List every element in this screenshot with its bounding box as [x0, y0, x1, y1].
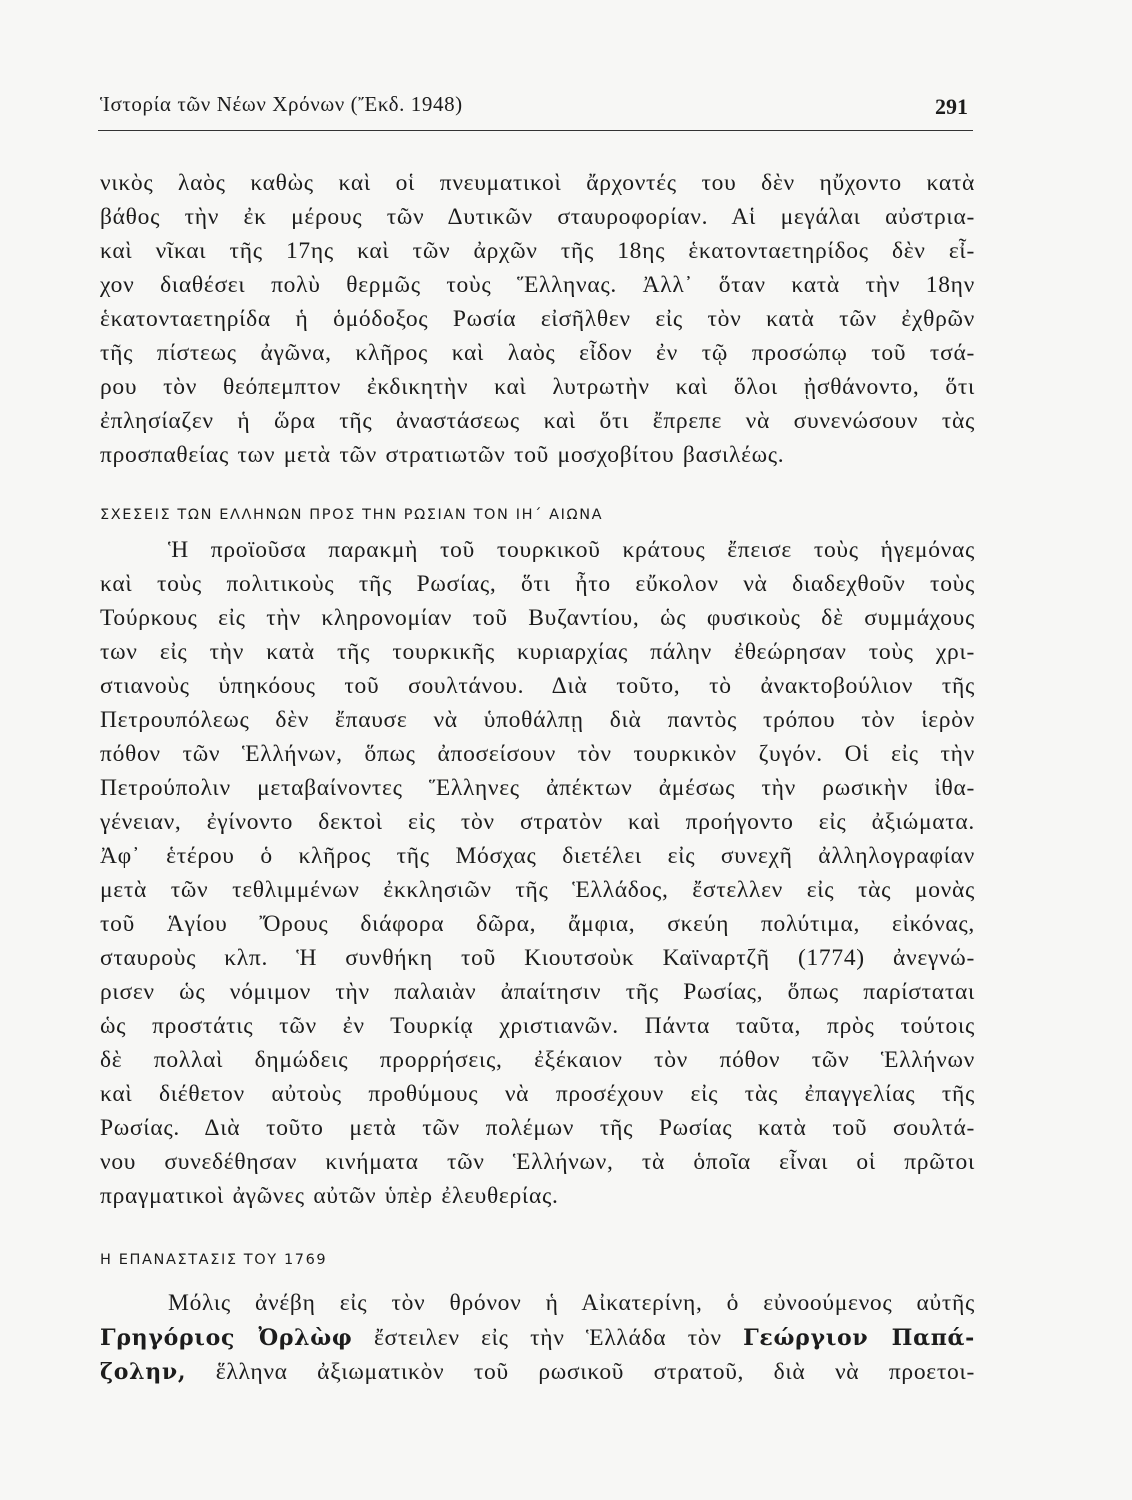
text-line: [100, 1288, 975, 1318]
text-line: καὶ τοὺς πολιτικοὺς τῆς Ρωσίας, ὅτι ἦτο εὔκολον νὰ διαδεχθοῦν τοὺς: [100, 571, 975, 597]
bold-name: ζολην,: [100, 1359, 187, 1385]
text-segment: ἔστειλεν εἰς τὴν Ἑλλάδα τὸν: [352, 1325, 744, 1351]
text-line: γένειαν, ἐγίνοντο δεκτοὶ εἰς τὸν στρατὸν καὶ προήγοντο εἰς ἀξιώματα.: [100, 809, 975, 835]
text-line: πραγματικοὶ ἀγῶνες αὐτῶν ὑπὲρ ἐλευθερίας.: [100, 1183, 559, 1209]
text-line: Πετρούπολιν μεταβαίνοντες Ἕλληνες ἀπέκτων ἀμέσως τὴν ρωσικὴν ἰθα-: [100, 775, 975, 801]
text-line: Ἀφ᾽ ἑτέρου ὁ κλῆρος τῆς Μόσχας διετέλει εἰς συνεχῆ ἀλληλογραφίαν: [100, 843, 975, 869]
running-header-title: Ἱστορία τῶν Νέων Χρόνων (Ἔκδ. 1948): [100, 92, 463, 116]
bold-name: Γεώργιον Παπά-: [743, 1325, 975, 1351]
bold-name: Γρηγόριος Ὀρλὼφ: [100, 1325, 353, 1351]
text-line: Πετρουπόλεως δὲν ἔπαυσε νὰ ὑποθάλπῃ διὰ παντὸς τρόπου τὸν ἱερὸν: [100, 707, 975, 733]
text-line: βάθος τὴν ἐκ μέρους τῶν Δυτικῶν σταυροφορίαν. Αἱ μεγάλαι αὐστρια-: [100, 204, 975, 230]
text-line: ρου τὸν θεόπεμπτον ἐκδικητὴν καὶ λυτρωτὴν καὶ ὅλοι ᾐσθάνοντο, ὅτι: [100, 374, 975, 400]
text-line: δὲ πολλαὶ δημώδεις προρρήσεις, ἐξέκαιον τὸν πόθον τῶν Ἑλλήνων: [100, 1047, 975, 1073]
text-line: [100, 1323, 975, 1353]
text-line: ρισεν ὡς νόμιμον τὴν παλαιὰν ἀπαίτησιν τῆς Ρωσίας, ὅπως παρίσταται: [100, 979, 975, 1005]
text-line: ὡς προστάτις τῶν ἐν Τουρκίᾳ χριστιανῶν. Πάντα ταῦτα, πρὸς τούτοις: [100, 1013, 975, 1039]
text-line: νου συνεδέθησαν κινήματα τῶν Ἑλλήνων, τὰ ὁποῖα εἶναι οἱ πρῶτοι: [100, 1149, 975, 1175]
text-line: των εἰς τὴν κατὰ τῆς τουρκικῆς κυριαρχίας πάλην ἐθεώρησαν τοὺς χρι-: [100, 639, 975, 665]
text-segment: ἕλληνα ἀξιωματικὸν τοῦ ρωσικοῦ στρατοῦ, διὰ νὰ προετοι-: [186, 1359, 975, 1385]
section-heading: ΣΧΕΣΕΙΣ ΤΩΝ ΕΛΛΗΝΩΝ ΠΡΟΣ ΤΗΝ ΡΩΣΙΑΝ ΤΟΝ ΙΗ΄ ΑΙΩΝΑ: [100, 507, 604, 523]
header-rule: [98, 130, 973, 131]
text-line: χον διαθέσει πολὺ θερμῶς τοὺς Ἕλληνας. Ἀλλ᾽ ὅταν κατὰ τὴν 18ην: [100, 272, 975, 298]
text-line: σταυροὺς κλπ. Ἡ συνθήκη τοῦ Κιουτσοὺκ Καϊναρτζῆ (1774) ἀνεγνώ-: [100, 945, 975, 971]
text-line: ἑκατονταετηρίδα ἡ ὁμόδοξος Ρωσία εἰσῆλθεν εἰς τὸν κατὰ τῶν ἐχθρῶν: [100, 306, 975, 332]
text-line: καὶ νῖκαι τῆς 17ης καὶ τῶν ἀρχῶν τῆς 18ης ἑκατονταετηρίδος δὲν εἶ-: [100, 238, 975, 264]
page-number: 291: [935, 94, 968, 119]
text-line: τῆς πίστεως ἀγῶνα, κλῆρος καὶ λαὸς εἶδον ἐν τῷ προσώπῳ τοῦ τσά-: [100, 340, 975, 366]
text-line: Ρωσίας. Διὰ τοῦτο μετὰ τῶν πολέμων τῆς Ρωσίας κατὰ τοῦ σουλτά-: [100, 1115, 975, 1141]
text-line: μετὰ τῶν τεθλιμμένων ἐκκλησιῶν τῆς Ἑλλάδος, ἔστελλεν εἰς τὰς μονὰς: [100, 877, 975, 903]
text-line: [100, 1357, 975, 1387]
text-segment: Μόλις ἀνέβη εἰς τὸν θρόνον ἡ Αἰκατερίνη, ὁ εὐνοούμενος αὐτῆς: [168, 1290, 975, 1316]
text-line: πόθον τῶν Ἑλλήνων, ὅπως ἀποσείσουν τὸν τουρκικὸν ζυγόν. Οἱ εἰς τὴν: [100, 741, 975, 767]
text-line: τοῦ Ἁγίου Ὄρους διάφορα δῶρα, ἄμφια, σκεύη πολύτιμα, εἰκόνας,: [100, 911, 975, 937]
text-line: Ἡ προϊοῦσα παρακμὴ τοῦ τουρκικοῦ κράτους ἔπεισε τοὺς ἡγεμόνας: [168, 537, 975, 563]
text-line: καὶ διέθετον αὐτοὺς προθύμους νὰ προσέχουν εἰς τὰς ἐπαγγελίας τῆς: [100, 1081, 975, 1107]
text-line: Τούρκους εἰς τὴν κληρονομίαν τοῦ Βυζαντίου, ὡς φυσικοὺς δὲ συμμάχους: [100, 605, 975, 631]
text-line: ἐπλησίαζεν ἡ ὥρα τῆς ἀναστάσεως καὶ ὅτι ἔπρεπε νὰ συνενώσουν τὰς: [100, 408, 975, 434]
text-line: στιανοὺς ὑπηκόους τοῦ σουλτάνου. Διὰ τοῦτο, τὸ ἀνακτοβούλιον τῆς: [100, 673, 975, 699]
text-line: νικὸς λαὸς καθὼς καὶ οἱ πνευματικοὶ ἄρχοντές του δὲν ηὔχοντο κατὰ: [100, 170, 975, 196]
text-line: προσπαθείας των μετὰ τῶν στρατιωτῶν τοῦ μοσχοβίτου βασιλέως.: [100, 442, 785, 468]
section-heading: Η ΕΠΑΝΑΣΤΑΣΙΣ ΤΟΥ 1769: [100, 1252, 328, 1268]
